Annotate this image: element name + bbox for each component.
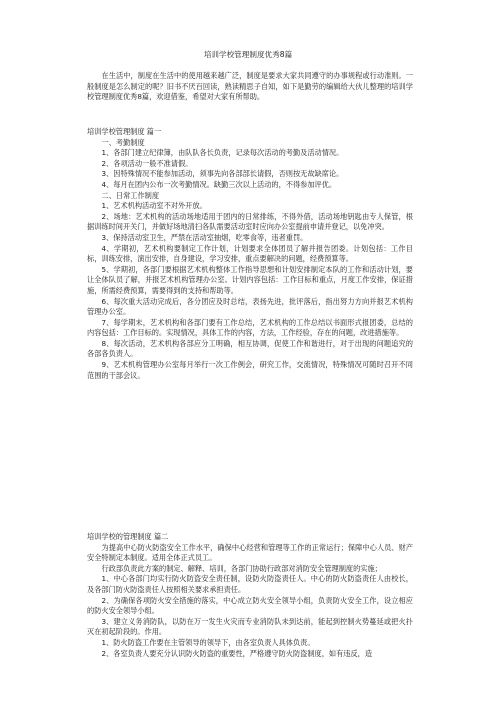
section-1 (87, 127, 413, 381)
section-line: 二、日常工作制度 (101, 190, 160, 200)
section-line: 2、场地：艺术机构的活动场地适用于团内的日常排练，不得外借，活动场地钥匙由专人保管，根据训练时间开关门，并做好场地清扫各队需要活动室时应向办公室提前申请并登记，以免冲突。 (87, 211, 413, 232)
section-line: 4、每月在团内公布一次考勤情况。缺勤三次以上活动的，不得参加评优。 (101, 179, 337, 189)
section-line: 7、每学期末，艺术机构和各部门要有工作总结，艺术机构的工作总结以书面形式报团委，总结的内容包括：工作目标的。实现情况，具体工作的内容，方法，工作经验，存在的问题，改进措施等。 (87, 317, 413, 338)
section-line: 1、中心各部门均实行防火防盗安全责任制，设防火防盗责任人。中心的防火防盗责任人由校长，及各部门防火防盗责任人按照相关要求承担责任。 (87, 574, 413, 594)
section-line: 9、艺术机构管理办公室每月举行一次工作例会，研究工作，交流情况，特殊情况可随时召开不同范围的干部会议。 (87, 360, 413, 380)
section-line: 3、因特殊情况不能参加活动，须事先向各部部长请假，否则按无故缺席论。 (101, 169, 344, 179)
section-heading: 培训学校管理制度 篇一 (87, 127, 162, 136)
section-line: 4、学期初，艺术机构要制定工作计划，计划要求全体团员了解并报告团委。计划包括：工作目标，训练安排，演出安排，自身建设，学习安排，重点要解决的问题，经费预算等。 (87, 243, 413, 264)
intro-paragraph-block (87, 71, 413, 103)
section-line: 2、为确保各项防火安全措施的落实，中心成立防火安全领导小组，负责防火安全工作，设立相应的防火安全领导小组。 (87, 595, 413, 616)
section-line: 5、学期初，各部门要根据艺术机构整体工作指导思想和计划安排制定本队的工作和活动计划，要让全体队员了解，并报艺术机构管理办公室。计划内容包括：工作目标和重点，月度工作安排，保证措施，所需经费预算，需要得到的支持和帮助等。 (87, 264, 413, 295)
section-line: 行政部负责此方案的制定、解释、培训，各部门协助行政部对消防安全管理制度的实施； (101, 563, 382, 573)
document-title: 培训学校管理制度优秀8篇 (203, 50, 293, 59)
section-line: 一、考勤制度 (101, 137, 145, 147)
section-line: 为提高中心防火防盗安全工作水平，确保中心经营和管理等工作的正常运行；保障中心人员、财产安全特制定本制度。适用全体正式员工。 (87, 542, 413, 563)
section-line: 1、艺术机构活动室不对外开放。 (101, 201, 207, 211)
section-heading: 培训学校的管理制度 篇二 (87, 532, 169, 541)
section-line: 2、各项活动一般不准请假。 (101, 158, 193, 168)
section-line: 1、防火防盗工作要在主管领导的领导下，由各室负责人具体负责。 (101, 637, 315, 647)
intro-paragraph: 在生活中，制度在生活中的使用越来越广泛，制度是要求大家共同遵守的办事规程或行动准则。一般制度是怎么制定的呢？旧书不厌百回读，熟读精思子自知，如下是勤劳的编辑给大伙儿整理的培训学校管理制度优秀8篇，欢迎借鉴，希望对大家有所帮助。 (87, 71, 413, 102)
section-line: 6、每次重大活动完成后，各分团应及时总结，表扬先进，批评落后，指出努力方向并报艺术机构管理办公室。 (87, 296, 413, 317)
section-line: 2、各室负责人要充分认识防火防盗的重要性，严格遵守防火防盗制度，如有违反，造 (101, 648, 373, 658)
section-2 (87, 532, 413, 659)
section-line: 3、建立义务消防队，以防在万一发生火灾而专业消防队未到达前，能起到控制火势蔓延或把火扑灭在初起阶段的。作用。 (87, 616, 413, 637)
section-line: 3、保持活动室卫生，严禁在活动室抽烟，吃零食等，违者重罚。 (101, 232, 308, 242)
section-line: 1、各部门建立纪律簿，由队队各长负责，记录每次活动的考勤及活动情况。 (101, 148, 344, 158)
section-line: 8、每次活动，艺术机构各部应分工明确，相互协调，促使工作和谐进行，对于出现的问题追究的各部各负责人。 (87, 338, 413, 359)
